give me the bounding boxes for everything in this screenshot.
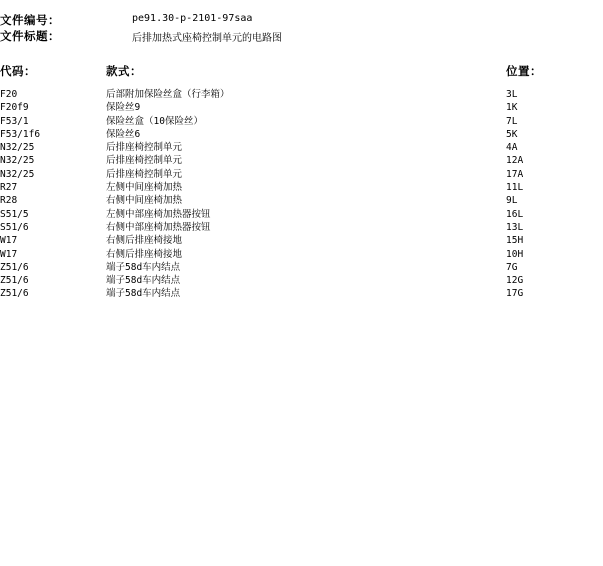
table-row <box>0 141 603 154</box>
table-row <box>0 287 603 300</box>
table-row <box>0 168 603 181</box>
component-code: W17 <box>0 235 18 247</box>
component-model: 端子58d车内结点 <box>106 275 181 287</box>
table-row <box>0 101 603 114</box>
table-row <box>0 88 603 101</box>
component-position: 3L <box>506 89 518 100</box>
component-code: N32/25 <box>0 168 35 180</box>
component-model: 保险丝9 <box>106 102 141 114</box>
position-column-header: 位置： <box>506 64 542 78</box>
component-table <box>0 88 603 301</box>
component-position: 15H <box>506 235 524 247</box>
component-code: S51/6 <box>0 221 29 233</box>
component-code: F20 <box>0 89 18 100</box>
table-row <box>0 154 603 167</box>
table-row <box>0 248 603 261</box>
component-position: 11L <box>506 182 524 194</box>
component-model: 保险丝6 <box>106 128 141 140</box>
component-model: 后排座椅控制单元 <box>106 142 183 154</box>
component-model: 左侧中间座椅加热 <box>106 182 183 194</box>
component-code: F53/1f6 <box>0 128 41 140</box>
file-number-value: pe91.30-p-2101-97saa <box>132 13 253 24</box>
component-model: 后排座椅控制单元 <box>106 155 183 167</box>
component-model: 保险丝盒（10保险丝） <box>106 115 203 127</box>
component-position: 10H <box>506 248 524 260</box>
component-code: Z51/6 <box>0 261 29 273</box>
table-row <box>0 181 603 194</box>
component-code: W17 <box>0 248 18 260</box>
component-model: 端子58d车内结点 <box>106 288 181 300</box>
file-title-label: 文件标题： <box>0 29 60 43</box>
table-row <box>0 208 603 221</box>
file-title-value: 后排加热式座椅控制单元的电路图 <box>132 33 282 44</box>
component-model: 右侧中间座椅加热 <box>106 195 183 207</box>
component-model: 后部附加保险丝盒（行李箱） <box>106 89 230 100</box>
component-position: 7L <box>506 115 518 127</box>
component-position: 4A <box>506 142 518 154</box>
component-code: F53/1 <box>0 115 29 127</box>
component-code: S51/5 <box>0 208 29 220</box>
component-code: R28 <box>0 195 18 207</box>
component-code: R27 <box>0 182 18 194</box>
component-model: 端子58d车内结点 <box>106 261 181 273</box>
table-row <box>0 274 603 287</box>
table-row <box>0 128 603 141</box>
component-model: 后排座椅控制单元 <box>106 168 183 180</box>
component-position: 12G <box>506 275 524 287</box>
component-code: N32/25 <box>0 155 35 167</box>
component-code: Z51/6 <box>0 288 29 300</box>
table-row <box>0 261 603 274</box>
table-row <box>0 234 603 247</box>
table-row <box>0 221 603 234</box>
component-position: 13L <box>506 221 524 233</box>
component-position: 7G <box>506 261 518 273</box>
component-model: 右侧中部座椅加热器按钮 <box>106 221 211 233</box>
file-number-label: 文件编号： <box>0 13 60 27</box>
component-code: Z51/6 <box>0 275 29 287</box>
component-model: 右侧后排座椅接地 <box>106 248 183 260</box>
component-code: N32/25 <box>0 142 35 154</box>
code-column-header: 代码： <box>0 64 36 78</box>
table-row <box>0 115 603 128</box>
component-position: 9L <box>506 195 518 207</box>
model-column-header: 款式： <box>106 64 142 78</box>
component-model: 右侧后排座椅接地 <box>106 235 183 247</box>
component-position: 16L <box>506 208 524 220</box>
component-position: 1K <box>506 102 518 114</box>
table-row <box>0 194 603 207</box>
component-position: 17A <box>506 168 524 180</box>
component-position: 17G <box>506 288 524 300</box>
component-position: 5K <box>506 128 518 140</box>
component-model: 左侧中部座椅加热器按钮 <box>106 208 211 220</box>
component-position: 12A <box>506 155 524 167</box>
component-code: F20f9 <box>0 102 29 114</box>
